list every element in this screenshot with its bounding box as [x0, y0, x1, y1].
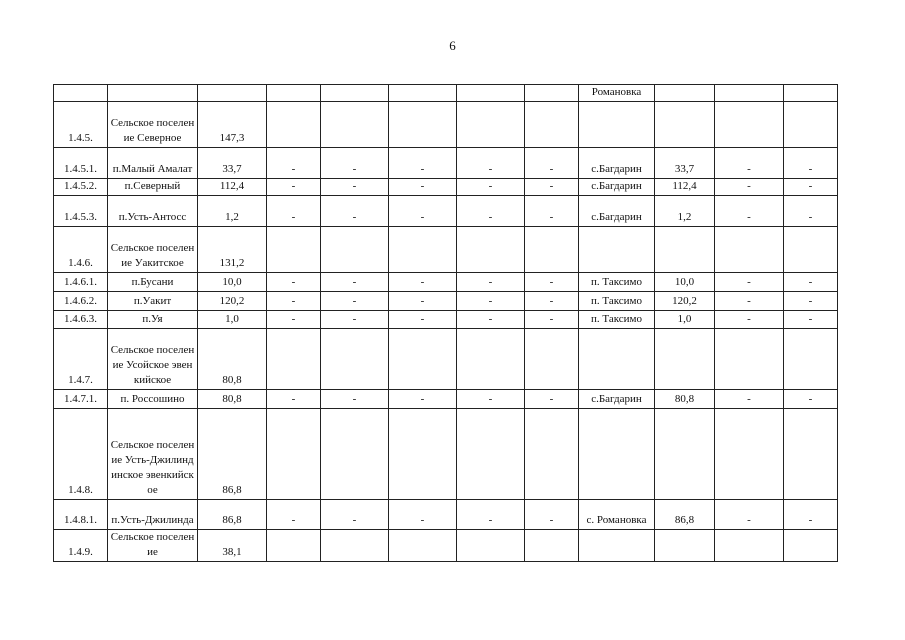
table-cell-c4	[267, 329, 321, 390]
table-cell-c5: -	[321, 292, 389, 311]
table-cell-c7	[457, 530, 525, 562]
table-cell-c7: -	[457, 311, 525, 329]
table-cell-c12	[784, 409, 838, 500]
table-cell-value: 120,2	[655, 292, 715, 311]
table-cell-c7	[457, 227, 525, 273]
table-cell-total: 38,1	[198, 530, 267, 562]
table-cell-name: п.Северный	[108, 179, 198, 196]
table-cell-c6	[389, 102, 457, 148]
table-cell-c5	[321, 227, 389, 273]
table-row	[54, 148, 838, 179]
table-cell-c12: -	[784, 273, 838, 292]
table-cell-c8	[525, 227, 579, 273]
table-cell-c5: -	[321, 390, 389, 409]
table-cell-c6: -	[389, 311, 457, 329]
table-cell-code: 1.4.6.2.	[54, 292, 108, 311]
table-cell-value: 112,4	[655, 179, 715, 196]
table-cell-c4: -	[267, 196, 321, 227]
table-cell-c4: -	[267, 148, 321, 179]
table-cell-total: 1,0	[198, 311, 267, 329]
table-cell-code: 1.4.7.1.	[54, 390, 108, 409]
table-cell-code: 1.4.5.3.	[54, 196, 108, 227]
table-cell-c4: -	[267, 273, 321, 292]
table-cell-c8	[525, 102, 579, 148]
table-cell-value: 10,0	[655, 273, 715, 292]
table-cell-c4: -	[267, 390, 321, 409]
table-cell-c11: -	[715, 179, 784, 196]
table-cell-c11: -	[715, 292, 784, 311]
table-cell-c7: -	[457, 148, 525, 179]
table-cell-value	[655, 329, 715, 390]
table-cell-destination: п. Таксимо	[579, 273, 655, 292]
table-cell-value: 86,8	[655, 500, 715, 530]
table-cell-value	[655, 102, 715, 148]
table-cell-name: п.Бусани	[108, 273, 198, 292]
table-cell-c11	[715, 530, 784, 562]
table-cell-c12	[784, 85, 838, 102]
table-cell-destination: Романовка	[579, 85, 655, 102]
table-cell-c6	[389, 85, 457, 102]
table-cell-destination: с. Романовка	[579, 500, 655, 530]
table-cell-name: п.Уя	[108, 311, 198, 329]
table-cell-c5: -	[321, 148, 389, 179]
table-cell-c8	[525, 530, 579, 562]
table-row	[54, 311, 838, 329]
table-cell-total: 86,8	[198, 500, 267, 530]
table-cell-c4: -	[267, 311, 321, 329]
table-cell-code: 1.4.9.	[54, 530, 108, 562]
table-cell-c6: -	[389, 273, 457, 292]
table-cell-code	[54, 85, 108, 102]
table-cell-c5: -	[321, 311, 389, 329]
table-cell-c8	[525, 329, 579, 390]
table-cell-destination	[579, 530, 655, 562]
table-cell-c7: -	[457, 500, 525, 530]
table-cell-c8: -	[525, 500, 579, 530]
table-cell-value	[655, 227, 715, 273]
table-cell-code: 1.4.5.2.	[54, 179, 108, 196]
table-cell-c5: -	[321, 196, 389, 227]
table-cell-c6: -	[389, 292, 457, 311]
table-cell-c6: -	[389, 500, 457, 530]
table-cell-code: 1.4.5.1.	[54, 148, 108, 179]
table-cell-total: 131,2	[198, 227, 267, 273]
table-cell-c4	[267, 530, 321, 562]
table-cell-c12: -	[784, 500, 838, 530]
table-cell-total: 86,8	[198, 409, 267, 500]
table-row	[54, 500, 838, 530]
table-cell-value	[655, 530, 715, 562]
table-cell-name: Сельское поселение Северное	[108, 102, 198, 148]
table-cell-c11: -	[715, 148, 784, 179]
table-cell-value: 1,2	[655, 196, 715, 227]
table-cell-c12	[784, 102, 838, 148]
table-cell-name: п.Усть-Антосс	[108, 196, 198, 227]
table-cell-destination	[579, 329, 655, 390]
table-cell-c11: -	[715, 273, 784, 292]
table-cell-c5	[321, 530, 389, 562]
table-cell-destination	[579, 102, 655, 148]
table-row	[54, 409, 838, 500]
table-row	[54, 196, 838, 227]
table-cell-c11: -	[715, 311, 784, 329]
table-cell-name: Сельское поселение Уакитское	[108, 227, 198, 273]
table-cell-c6	[389, 530, 457, 562]
table-cell-total: 10,0	[198, 273, 267, 292]
table-cell-c7: -	[457, 179, 525, 196]
table-cell-name: Сельское поселение	[108, 530, 198, 562]
table-cell-total: 1,2	[198, 196, 267, 227]
table-cell-c7	[457, 102, 525, 148]
table-row	[54, 102, 838, 148]
table-cell-c8: -	[525, 311, 579, 329]
settlement-table	[53, 84, 838, 562]
table-cell-code: 1.4.6.	[54, 227, 108, 273]
table-cell-c6	[389, 409, 457, 500]
table-cell-c6: -	[389, 148, 457, 179]
table-cell-c11: -	[715, 500, 784, 530]
table-cell-c4: -	[267, 292, 321, 311]
table-cell-total: 120,2	[198, 292, 267, 311]
table-cell-c4: -	[267, 500, 321, 530]
table-cell-total: 112,4	[198, 179, 267, 196]
table-cell-value: 1,0	[655, 311, 715, 329]
table-row	[54, 227, 838, 273]
table-cell-total: 80,8	[198, 390, 267, 409]
table-cell-c12: -	[784, 390, 838, 409]
table-cell-code: 1.4.8.	[54, 409, 108, 500]
table-cell-c4	[267, 227, 321, 273]
table-cell-c4	[267, 409, 321, 500]
table-cell-c6: -	[389, 196, 457, 227]
table-cell-c7: -	[457, 292, 525, 311]
table-cell-value	[655, 409, 715, 500]
table-cell-destination: п. Таксимо	[579, 292, 655, 311]
table-cell-c8: -	[525, 148, 579, 179]
table-cell-value	[655, 85, 715, 102]
table-cell-total: 80,8	[198, 329, 267, 390]
table-cell-total: 33,7	[198, 148, 267, 179]
table-cell-c12: -	[784, 292, 838, 311]
table-cell-c8: -	[525, 179, 579, 196]
table-cell-c12	[784, 530, 838, 562]
table-cell-destination	[579, 227, 655, 273]
table-cell-c12: -	[784, 179, 838, 196]
table-cell-name: Сельское поселение Усойское эвенкийское	[108, 329, 198, 390]
table-cell-c7: -	[457, 390, 525, 409]
table-row	[54, 85, 838, 102]
table-cell-c7	[457, 85, 525, 102]
table-cell-name: п.Уакит	[108, 292, 198, 311]
table-cell-c6	[389, 227, 457, 273]
table-cell-destination	[579, 409, 655, 500]
table-cell-c4: -	[267, 179, 321, 196]
table-cell-c11	[715, 329, 784, 390]
table-cell-destination: с.Багдарин	[579, 179, 655, 196]
table-cell-c4	[267, 85, 321, 102]
table-row	[54, 530, 838, 562]
table-cell-c12	[784, 227, 838, 273]
table-cell-c8	[525, 409, 579, 500]
table-row	[54, 329, 838, 390]
table-cell-c8: -	[525, 273, 579, 292]
table-cell-c6: -	[389, 179, 457, 196]
table-cell-c12: -	[784, 196, 838, 227]
table-cell-c11	[715, 102, 784, 148]
table-cell-code: 1.4.8.1.	[54, 500, 108, 530]
table-cell-c11	[715, 409, 784, 500]
table-cell-c6	[389, 329, 457, 390]
table-cell-c11	[715, 85, 784, 102]
table-row	[54, 273, 838, 292]
table-cell-c5: -	[321, 179, 389, 196]
table-cell-c7: -	[457, 196, 525, 227]
table-cell-destination: п. Таксимо	[579, 311, 655, 329]
table-cell-c4	[267, 102, 321, 148]
table-cell-c5	[321, 409, 389, 500]
table-cell-name: п. Россошино	[108, 390, 198, 409]
table-cell-c5	[321, 329, 389, 390]
table-cell-name	[108, 85, 198, 102]
table-cell-c11: -	[715, 390, 784, 409]
table-row	[54, 390, 838, 409]
table-cell-c5	[321, 85, 389, 102]
table-cell-c8: -	[525, 196, 579, 227]
table-cell-value: 80,8	[655, 390, 715, 409]
table-cell-code: 1.4.6.1.	[54, 273, 108, 292]
table-cell-c7	[457, 329, 525, 390]
table-cell-c12	[784, 329, 838, 390]
table-cell-code: 1.4.6.3.	[54, 311, 108, 329]
table-cell-destination: с.Багдарин	[579, 148, 655, 179]
table-cell-destination: с.Багдарин	[579, 196, 655, 227]
table-cell-c7: -	[457, 273, 525, 292]
table-cell-code: 1.4.5.	[54, 102, 108, 148]
table-cell-c8: -	[525, 292, 579, 311]
table-cell-total: 147,3	[198, 102, 267, 148]
table-cell-c11	[715, 227, 784, 273]
table-cell-c12: -	[784, 148, 838, 179]
table-cell-code: 1.4.7.	[54, 329, 108, 390]
table-cell-c7	[457, 409, 525, 500]
table-cell-c5: -	[321, 273, 389, 292]
table-cell-name: Сельское поселение Усть-Джилиндинское эвенкийское	[108, 409, 198, 500]
table-cell-c6: -	[389, 390, 457, 409]
table-cell-name: п.Малый Амалат	[108, 148, 198, 179]
table-row	[54, 179, 838, 196]
table-cell-c12: -	[784, 311, 838, 329]
page-number: 6	[449, 38, 456, 53]
table-row	[54, 292, 838, 311]
table-cell-c11: -	[715, 196, 784, 227]
table-cell-total	[198, 85, 267, 102]
table-cell-c5: -	[321, 500, 389, 530]
table-cell-c8: -	[525, 390, 579, 409]
table-cell-c5	[321, 102, 389, 148]
table-cell-value: 33,7	[655, 148, 715, 179]
table-cell-name: п.Усть-Джилинда	[108, 500, 198, 530]
table-cell-destination: с.Багдарин	[579, 390, 655, 409]
table-cell-c8	[525, 85, 579, 102]
